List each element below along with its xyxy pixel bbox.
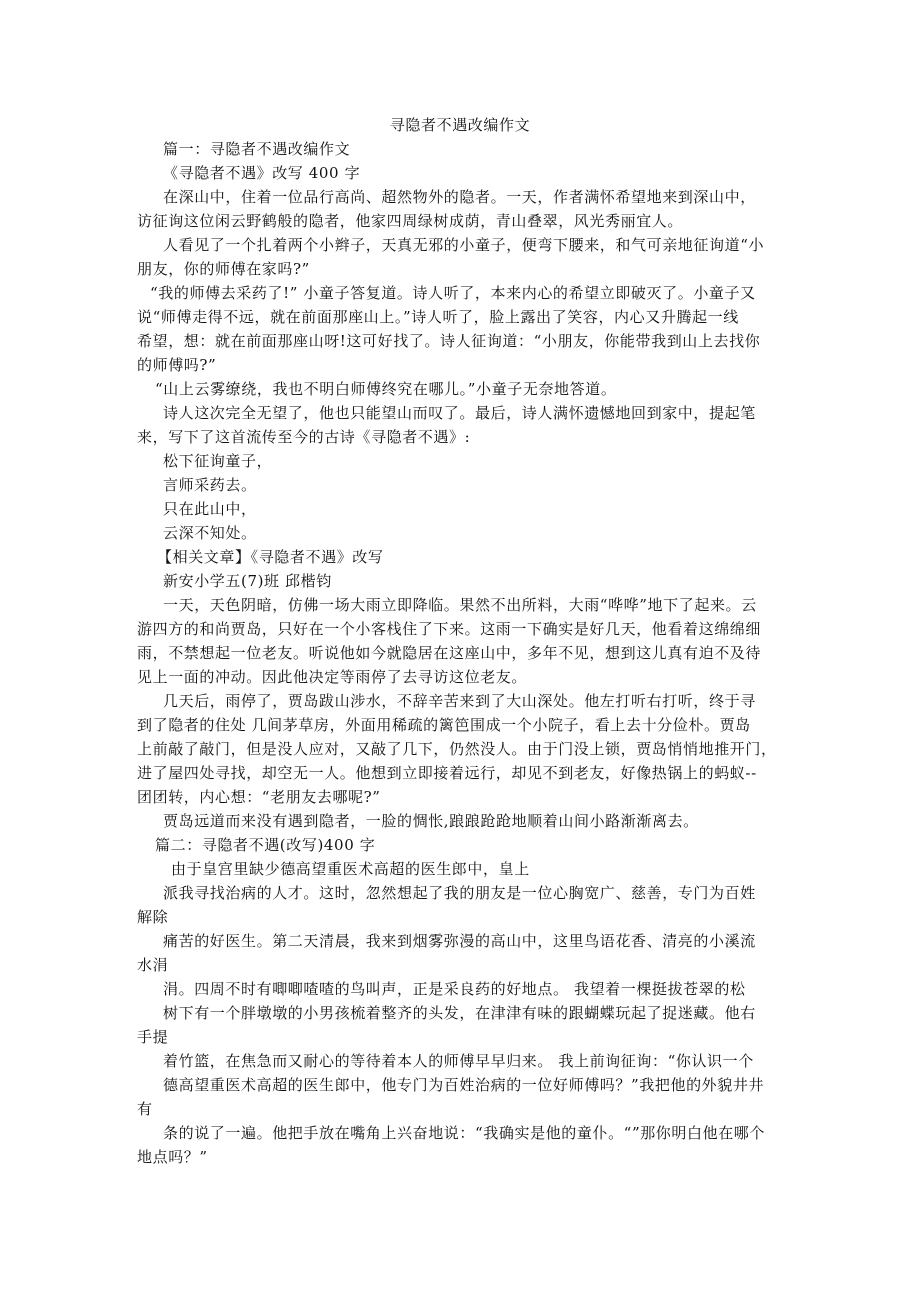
section-heading: 篇一：寻隐者不遇改编作文 <box>163 140 351 158</box>
text-line: 手提 <box>137 1028 169 1046</box>
text-line: 地点吗？” <box>137 1148 208 1166</box>
text-line: 诗人这次完全无望了，他也只能望山而叹了。最后，诗人满怀遗憾地回到家中，提起笔 <box>163 404 756 422</box>
text-line: 见上一面的冲动。因此他决定等雨停了去寻访这位老友。 <box>137 668 528 686</box>
text-line: 进了屋四处寻找，却空无一人。他想到立即接着远行，却见不到老友，好像热锅上的蚂蚁-- <box>137 764 757 782</box>
text-line: 来，写下了这首流传至今的古诗《寻隐者不遇》: <box>137 428 471 446</box>
text-line: “山上云雾缭绕，我也不明白师傅终究在哪儿。”小童子无奈地答道。 <box>155 380 617 398</box>
text-line: 有 <box>137 1100 153 1118</box>
text-line: 团团转，内心想：“老朋友去哪呢?” <box>137 788 381 806</box>
text-line: 的师傅吗?” <box>137 356 217 374</box>
text-line: 解除 <box>137 908 169 926</box>
text-line: 雨，不禁想起一位老友。听说他如今就隐居在这座山中，多年不见，想到这儿真有迫不及待 <box>137 644 762 662</box>
text-line: 由于皇宫里缺少德高望重医术高超的医生郎中，皇上 <box>171 860 530 878</box>
text-line: 说“师傅走得不远，就在前面那座山上。”诗人听了，脸上露出了笑容，内心又升腾起一线 <box>137 308 739 326</box>
author-line: 新安小学五(7)班 邱楷钧 <box>163 572 332 590</box>
subheading: 《寻隐者不遇》改写 400 字 <box>163 164 361 182</box>
text-line: 上前敲了敲门，但是没人应对，又敲了几下，仍然没人。由于门没上锁，贾岛悄悄地推开门， <box>137 740 777 758</box>
text-line: 几天后，雨停了，贾岛跋山涉水，不辞辛苦来到了大山深处。他左打听右打听，终于寻 <box>163 692 756 710</box>
poem-line: 只在此山中， <box>163 500 257 518</box>
text-line: 朋友，你的师傅在家吗?” <box>137 260 310 278</box>
text-line: 着竹篮，在焦急而又耐心的等待着本人的师傅早早归来。 我上前询征询：“你认识一个 <box>163 1052 754 1070</box>
text-line: 条的说了一遍。他把手放在嘴角上兴奋地说：“我确实是他的童仆。“”那你明白他在哪个 <box>163 1124 766 1142</box>
text-line: 涓。四周不时有唧唧喳喳的鸟叫声，正是采良药的好地点。 我望着一棵挺拔苍翠的松 <box>163 980 746 998</box>
text-line: 贾岛远道而来没有遇到隐者，一脸的惆怅,踉踉跄跄地顺着山间小路渐渐离去。 <box>163 812 699 830</box>
text-line: 水涓 <box>137 956 169 974</box>
text-line: 痛苦的好医生。第二天清晨，我来到烟雾弥漫的高山中，这里鸟语花香、清亮的小溪流 <box>163 932 756 950</box>
poem-line: 言师采药去。 <box>163 476 257 494</box>
document-title: 寻隐者不遇改编作文 <box>389 116 531 134</box>
related-article-heading: 【相关文章】《寻隐者不遇》改写 <box>157 548 384 566</box>
text-line: 人看见了一个扎着两个小辫子，天真无邪的小童子，便弯下腰来，和气可亲地征询道“小 <box>163 236 765 254</box>
text-line: 派我寻找治病的人才。这时，忽然想起了我的朋友是一位心胸宽广、慈善，专门为百姓 <box>163 884 756 902</box>
text-line: 德高望重医术高超的医生郎中，他专门为百姓治病的一位好师傅吗？”我把他的外貌井井 <box>163 1076 765 1094</box>
poem-line: 云深不知处。 <box>163 524 257 542</box>
text-line: 访征询这位闲云野鹤般的隐者，他家四周绿树成荫，青山叠翠，风光秀丽宜人。 <box>137 212 684 230</box>
text-line: 希望，想：就在前面那座山呀!这可好找了。诗人征询道：“小朋友，你能带我到山上去找你 <box>137 332 761 350</box>
text-line: 树下有一个胖墩墩的小男孩梳着整齐的头发，在津津有味的跟蝴蝶玩起了捉迷藏。他右 <box>163 1004 756 1022</box>
text-line: 到了隐者的住处 几间茅草房，外面用稀疏的篱笆围成一个小院子，看上去十分俭朴。贾岛 <box>137 716 751 734</box>
text-line: “我的师傅去采药了!” 小童子答复道。诗人听了，本来内心的希望立即破灭了。小童子又 <box>150 284 756 302</box>
text-line: 一天，天色阴暗，仿佛一场大雨立即降临。果然不出所料，大雨“哗哗”地下了起来。云 <box>163 596 757 614</box>
text-line: 在深山中，住着一位品行高尚、超然物外的隐者。一天，作者满怀希望地来到深山中， <box>163 188 756 206</box>
poem-line: 松下征询童子， <box>163 452 273 470</box>
section-heading: 篇二：寻隐者不遇(改写)400 字 <box>155 836 376 854</box>
text-line: 游四方的和尚贾岛，只好在一个小客栈住了下来。这雨一下确实是好几天，他看着这绵绵细 <box>137 620 762 638</box>
